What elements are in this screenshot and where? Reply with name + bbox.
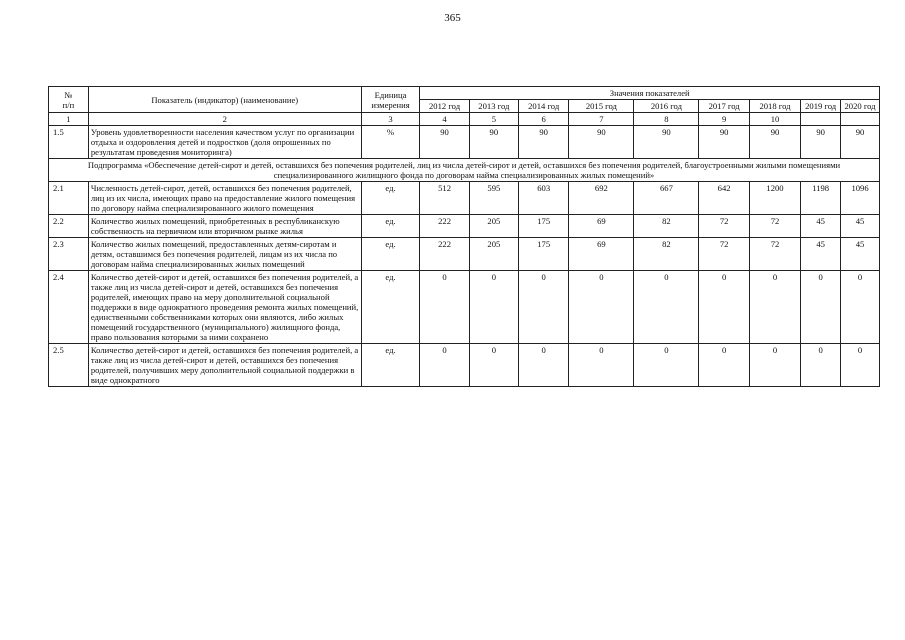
row-value: 69 [569,238,634,271]
column-number: 5 [469,113,518,126]
row-unit: ед. [361,344,420,387]
row-value: 90 [569,126,634,159]
row-value: 0 [569,271,634,344]
row-value: 205 [469,215,518,238]
row-value: 0 [469,271,518,344]
header-num: № п/п [49,87,89,113]
column-number: 2 [88,113,361,126]
row-value: 72 [699,215,749,238]
row-value: 90 [518,126,568,159]
table-row [49,271,880,344]
table-row [49,238,880,271]
row-value: 90 [420,126,469,159]
header-values: Значения показателей [420,87,880,100]
header-year: 2016 год [634,100,699,113]
row-value: 45 [801,238,841,271]
row-value: 72 [749,238,800,271]
header-year: 2012 год [420,100,469,113]
column-number: 4 [420,113,469,126]
row-unit: % [361,126,420,159]
table-row [49,126,880,159]
column-number [841,113,880,126]
row-value: 0 [699,271,749,344]
row-unit: ед. [361,238,420,271]
row-value: 1200 [749,182,800,215]
row-number: 2.4 [49,271,89,344]
header-year: 2020 год [841,100,880,113]
row-value: 45 [841,215,880,238]
row-value: 175 [518,238,568,271]
row-number: 2.3 [49,238,89,271]
row-value: 205 [469,238,518,271]
row-value: 595 [469,182,518,215]
row-indicator-name: Количество детей-сирот и детей, оставшихся без попечения родителей, а также лиц из числа детей-сирот и детей, оставшихся без попечения родителей, имеющих право на меру дополнительной социальной поддержки в виде однократного проведения ремонта жилых помещений, единственными собственниками которых они являются, либо жилых помещений государственного (муниципального) жилищного фонда, право пользования которыми за ними сохранено [88,271,361,344]
row-unit: ед. [361,215,420,238]
header-row-1 [49,87,880,100]
row-value: 0 [518,344,568,387]
row-value: 72 [749,215,800,238]
row-number: 2.2 [49,215,89,238]
header-year: 2013 год [469,100,518,113]
row-indicator-name: Численность детей-сирот, детей, оставшихся без попечения родителей, лиц из их числа, имеющих право на предоставление жилого помещения по договору найма специализированного жилого помещения [88,182,361,215]
row-value: 603 [518,182,568,215]
row-value: 0 [749,271,800,344]
row-value: 90 [841,126,880,159]
header-year: 2015 год [569,100,634,113]
row-value: 0 [841,344,880,387]
row-value: 90 [699,126,749,159]
row-value: 0 [420,271,469,344]
page-number: 365 [444,12,461,24]
row-value: 0 [634,271,699,344]
row-value: 512 [420,182,469,215]
column-number [801,113,841,126]
subprogram-row [49,159,880,182]
header-year: 2014 год [518,100,568,113]
subprogram-title: Подпрограмма «Обеспечение детей-сирот и детей, оставшихся без попечения родителей, лиц из числа детей-сирот и детей, оставшихся без попечения родителей, благоустроенными жилыми помещениями специализированного жилищного фонда по договорам найма специализированных жилых помещений» [49,159,880,182]
column-numbers-row [49,113,880,126]
table-row [49,344,880,387]
row-value: 90 [749,126,800,159]
row-unit: ед. [361,271,420,344]
header-unit: Единица измерения [361,87,420,113]
row-value: 0 [699,344,749,387]
indicators-table [48,86,880,387]
row-number: 2.1 [49,182,89,215]
row-value: 0 [420,344,469,387]
header-name: Показатель (индикатор) (наименование) [88,87,361,113]
row-value: 0 [634,344,699,387]
row-value: 692 [569,182,634,215]
row-indicator-name: Количество детей-сирот и детей, оставшихся без попечения родителей, а также лиц из числа детей-сирот и детей, оставшихся без попечения родителей, получивших меру дополнительной социальной поддержки в виде однократного [88,344,361,387]
column-number: 9 [699,113,749,126]
row-value: 90 [801,126,841,159]
row-value: 82 [634,215,699,238]
row-value: 1096 [841,182,880,215]
row-value: 222 [420,215,469,238]
row-value: 0 [569,344,634,387]
column-number: 7 [569,113,634,126]
row-value: 82 [634,238,699,271]
row-indicator-name: Уровень удовлетворенности населения качеством услуг по организации отдыха и оздоровления детей и подростков (доля опрошенных по результатам проведения мониторинга) [88,126,361,159]
header-year: 2017 год [699,100,749,113]
row-value: 72 [699,238,749,271]
row-number: 1.5 [49,126,89,159]
row-value: 0 [841,271,880,344]
row-value: 0 [749,344,800,387]
column-number: 8 [634,113,699,126]
row-value: 45 [801,215,841,238]
table-row [49,215,880,238]
row-value: 0 [469,344,518,387]
row-unit: ед. [361,182,420,215]
row-value: 0 [801,344,841,387]
table-row [49,182,880,215]
row-value: 0 [801,271,841,344]
row-value: 45 [841,238,880,271]
row-value: 90 [469,126,518,159]
row-value: 69 [569,215,634,238]
column-number: 3 [361,113,420,126]
row-indicator-name: Количество жилых помещений, предоставленных детям-сиротам и детям, оставшимся без попечения родителей, лицам из их числа по договорам найма специализированных жилых помещений [88,238,361,271]
column-number: 10 [749,113,800,126]
row-value: 175 [518,215,568,238]
row-value: 222 [420,238,469,271]
header-year: 2018 год [749,100,800,113]
header-year: 2019 год [801,100,841,113]
row-value: 642 [699,182,749,215]
row-value: 667 [634,182,699,215]
row-value: 1198 [801,182,841,215]
column-number: 6 [518,113,568,126]
row-number: 2.5 [49,344,89,387]
row-value: 90 [634,126,699,159]
row-value: 0 [518,271,568,344]
column-number: 1 [49,113,89,126]
row-indicator-name: Количество жилых помещений, приобретенных в республиканскую собственность на первичном или вторичном рынке жилья [88,215,361,238]
